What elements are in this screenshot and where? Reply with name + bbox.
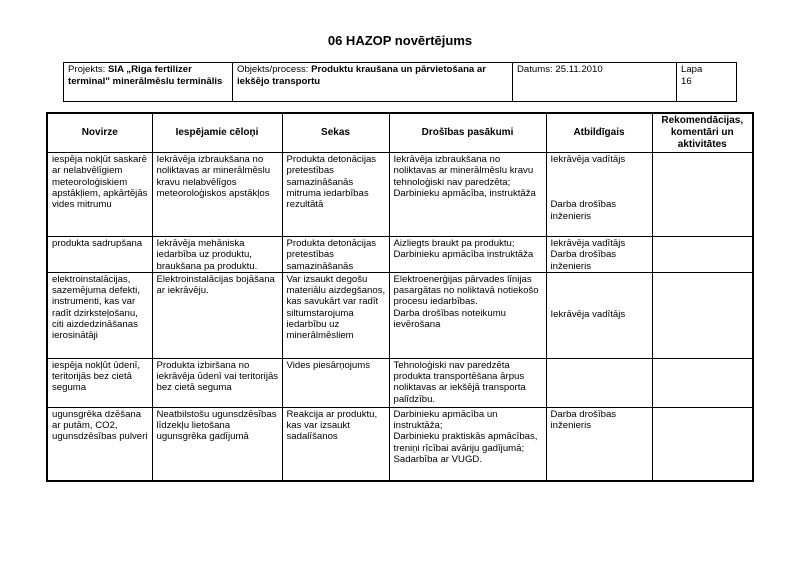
table-row: [47, 272, 753, 358]
responsible-cell: [546, 358, 652, 407]
date-value: Datums: 25.11.2010: [517, 64, 603, 75]
page-number: 16: [681, 76, 692, 87]
responsible-cell: [546, 153, 652, 237]
responsible-item: Darba drošības inženieris: [550, 408, 617, 432]
causes-cell: Neatbilstošu ugunsdzēsības līdzekļu lietošana ugunsgrēka gadījumā: [152, 407, 282, 481]
page-label: Lapa: [681, 64, 703, 75]
deviation-cell: ugunsgrēka dzēšana ar putām, CO2, ugunsdzēsības pulveri: [47, 407, 152, 481]
responsible-cell: [546, 407, 652, 481]
deviation-cell: elektroinstalācijas, sazemējuma defekti, instrumenti, kas var radīt dzirksteļošanu, citi aizdedzināšanas ierosinātāji: [47, 272, 152, 358]
responsible-item: Darba drošības inženieris: [550, 249, 617, 272]
measures-cell: [389, 407, 546, 481]
recommendations-cell: [652, 153, 753, 237]
header-causes: Iespējamie cēloņi: [152, 113, 282, 153]
responsible-cell: [546, 272, 652, 358]
consequences-cell: Produkta detonācijas pretestības samazināšanās: [282, 237, 389, 273]
measure-item: Aizliegts braukt pa produktu;: [393, 238, 515, 249]
date-cell: [513, 63, 677, 102]
measure-item: Darba drošības noteikumu ievērošana: [393, 307, 507, 331]
page-title: 06 HAZOP novērtējums: [327, 33, 473, 48]
header-recommendations: Rekomendācijas, komentāri un aktivitātes: [652, 113, 753, 153]
consequences-cell: Produkta detonācijas pretestības samazināšanās mitruma iedarbības rezultātā: [282, 153, 389, 237]
measure-item: Sadarbība ar VUGD.: [393, 454, 483, 466]
causes-cell: Iekrāvēja mehāniska iedarbība uz produktu, braukšana pa produktu.: [152, 237, 282, 273]
measures-cell: [389, 153, 546, 237]
project-cell: [64, 63, 233, 102]
measure-item: Tehnoloģiski nav paredzēta produkta transportēšana ārpus noliktavas ar iekšējā transporta palīdzību.: [393, 359, 526, 405]
project-value: SIA „Riga fertilizer terminal" minerālmēslu terminālis: [68, 64, 223, 87]
measure-item: Elektroenerģijas pārvades līnijas pasargātas no noliktavā notiekošo procesu iedarbības.: [393, 273, 539, 308]
consequences-cell: Vides piesārņojums: [282, 358, 389, 407]
header-consequences: Sekas: [282, 113, 389, 153]
hazop-table: [46, 112, 754, 482]
page-cell: [677, 63, 737, 102]
object-cell: [233, 63, 513, 102]
project-label: Projekts:: [68, 64, 108, 75]
measure-item: Iekrāvēja izbraukšana no noliktavas ar minerālmēslu kravu tehnoloģiski nav paredzēta;: [393, 154, 534, 188]
header-responsible: Atbildīgais: [546, 113, 652, 153]
consequences-cell: Var izsaukt degošu materiālu aizdegšanos, kas savukārt var radīt siltumstarojuma iedarbību uz minerālmēsliem: [282, 272, 389, 358]
consequences-cell: Reakcija ar produktu, kas var izsaukt sadalīšanos: [282, 407, 389, 481]
responsible-item: Darba drošības inženieris: [550, 199, 617, 222]
object-value: Produktu kraušana un pārvietošana ar iekšējo transportu: [237, 64, 487, 87]
object-label: Objekts/process:: [237, 64, 312, 75]
table-row: [47, 407, 753, 481]
header-deviation: Novirze: [47, 113, 152, 153]
measure-item: Darbinieku praktiskās apmācības, treniņi rīcībai avāriju gadījumā;: [393, 431, 538, 454]
deviation-cell: iespēja nokļūt ūdenī, teritorijās bez cietā seguma: [47, 358, 152, 407]
recommendations-cell: [652, 237, 753, 273]
causes-cell: Produkta izbiršana no iekrāvēja ūdenī vai teritorijās bez cietā seguma: [152, 358, 282, 407]
responsible-item: Iekrāvēja vadītājs: [550, 308, 626, 320]
responsible-item: Iekrāvēja vadītājs: [550, 154, 626, 165]
deviation-cell: produkta sadrupšana: [47, 237, 152, 273]
responsible-cell: [546, 237, 652, 273]
measure-item: Darbinieku apmācība un instruktāža;: [393, 408, 498, 432]
table-row: [47, 153, 753, 237]
header-measures: Drošības pasākumi: [389, 113, 546, 153]
table-row: [47, 358, 753, 407]
project-info-table: [63, 62, 737, 102]
table-header-row: [47, 113, 753, 153]
responsible-item: Iekrāvēja vadītājs: [550, 238, 626, 249]
measures-cell: [389, 358, 546, 407]
measure-item: Darbinieku apmācība, instruktāža: [393, 187, 536, 199]
causes-cell: Iekrāvēja izbraukšana no noliktavas ar minerālmēslu kravu nelabvēlīgos meteoroloģiskos apstākļos: [152, 153, 282, 237]
measures-cell: [389, 237, 546, 273]
measures-cell: [389, 272, 546, 358]
measure-item: Darbinieku apmācība instruktāža: [393, 249, 534, 261]
recommendations-cell: [652, 272, 753, 358]
deviation-cell: iespēja nokļūt saskarē ar nelabvēlīgiem meteoroloģiskiem apstākļiem, apkārtējās vides mitrumu: [47, 153, 152, 237]
table-row: [47, 237, 753, 273]
recommendations-cell: [652, 407, 753, 481]
causes-cell: Elektroinstalācijas bojāšana ar iekrāvēju.: [152, 272, 282, 358]
recommendations-cell: [652, 358, 753, 407]
